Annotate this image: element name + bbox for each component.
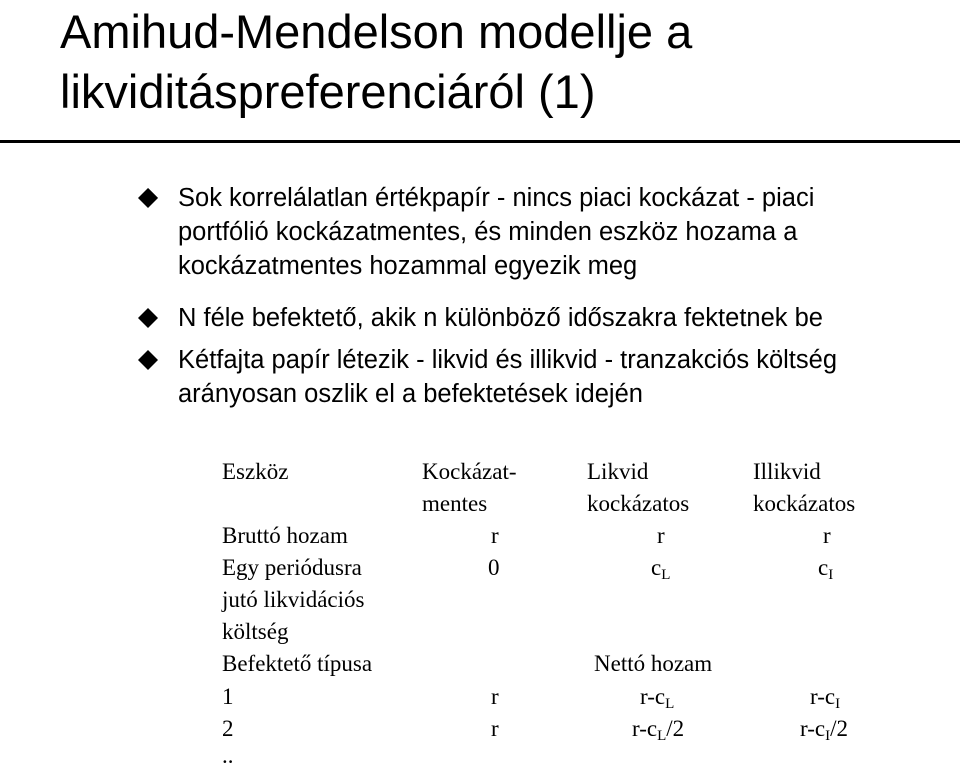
slide-title-line-1: Amihud-Mendelson modellje a	[60, 5, 693, 58]
row2-liquid-subscript: L	[657, 728, 667, 744]
cost-liquid-subscript: L	[661, 567, 671, 583]
bullet-line: Kétfajta papír létezik - likvid és illikvid - tranzakciós költség	[178, 346, 838, 374]
cell-gross-riskfree: r	[491, 523, 499, 548]
net-return-heading: Nettó hozam	[594, 651, 713, 676]
slide-title	[60, 2, 950, 122]
bullet-line: Sok korrelálatlan értékpapír - nincs piaci kockázat - piaci	[178, 184, 815, 212]
header-riskfree-line-2: mentes	[422, 491, 488, 516]
cell-gross-liquid: r	[657, 523, 665, 548]
cell-cost-liquid	[651, 552, 670, 584]
diamond-bullet-icon	[137, 307, 159, 329]
table-ellipsis: ..	[222, 743, 234, 768]
row2-illiquid-suffix: /2	[830, 716, 848, 741]
row-label-cost-line-2: jutó likvidációs	[222, 587, 365, 612]
cell-row2-illiquid	[800, 713, 848, 745]
row2-liquid-suffix: /2	[666, 716, 685, 741]
header-illiquid-line-1: Illikvid	[753, 459, 821, 484]
cell-row1-liquid	[640, 681, 674, 713]
header-riskfree-line-1: Kockázat-	[422, 459, 517, 484]
cell-cost-illiquid	[818, 552, 833, 584]
header-illiquid-line-2: kockázatos	[753, 491, 856, 516]
bullet-text	[178, 181, 958, 283]
diamond-bullet-icon	[137, 349, 159, 371]
slide-title-line-2: likviditáspreferenciáról (1)	[60, 65, 596, 118]
row2-illiquid-text: r-c	[800, 716, 826, 741]
row-label-gross-return: Bruttó hozam	[222, 523, 348, 548]
row-label-investor-2: 2	[222, 716, 234, 741]
row-label-investor-type: Befektető típusa	[222, 651, 373, 676]
cell-row2-riskfree: r	[491, 716, 499, 741]
title-divider	[0, 140, 960, 143]
header-asset: Eszköz	[222, 459, 289, 484]
bullet-line: arányosan oszlik el a befektetések idején	[178, 380, 643, 408]
cell-cost-riskfree: 0	[488, 555, 500, 580]
row1-illiquid-subscript: I	[835, 696, 841, 712]
row-label-investor-1: 1	[222, 684, 234, 709]
row-label-cost-line-1: Egy periódusra	[222, 555, 362, 580]
diamond-bullet-icon	[137, 187, 159, 209]
row1-illiquid-text: r-c	[810, 684, 836, 709]
cost-illiquid-subscript: I	[828, 567, 834, 583]
cell-row1-illiquid	[810, 681, 840, 713]
cell-gross-illiquid: r	[823, 523, 831, 548]
cost-liquid-base: c	[651, 555, 662, 580]
bullet-line: kockázatmentes hozammal egyezik meg	[178, 252, 638, 280]
cost-illiquid-base: c	[818, 555, 829, 580]
bullet-line: N féle befektető, akik n különböző időszakra fektetnek be	[178, 304, 823, 332]
bullet-text	[178, 343, 958, 411]
cell-row1-riskfree: r	[491, 684, 499, 709]
row2-illiquid-subscript: I	[825, 728, 831, 744]
row1-liquid-subscript: L	[665, 696, 675, 712]
header-liquid-line-1: Likvid	[587, 459, 649, 484]
bullet-text	[178, 301, 958, 335]
header-liquid-line-2: kockázatos	[587, 491, 690, 516]
row-label-cost-line-3: költség	[222, 619, 289, 644]
cell-row2-liquid	[632, 713, 684, 745]
row2-liquid-text: r-c	[632, 716, 658, 741]
bullet-line: portfólió kockázatmentes, és minden eszköz hozama a	[178, 218, 798, 246]
row1-liquid-text: r-c	[640, 684, 666, 709]
